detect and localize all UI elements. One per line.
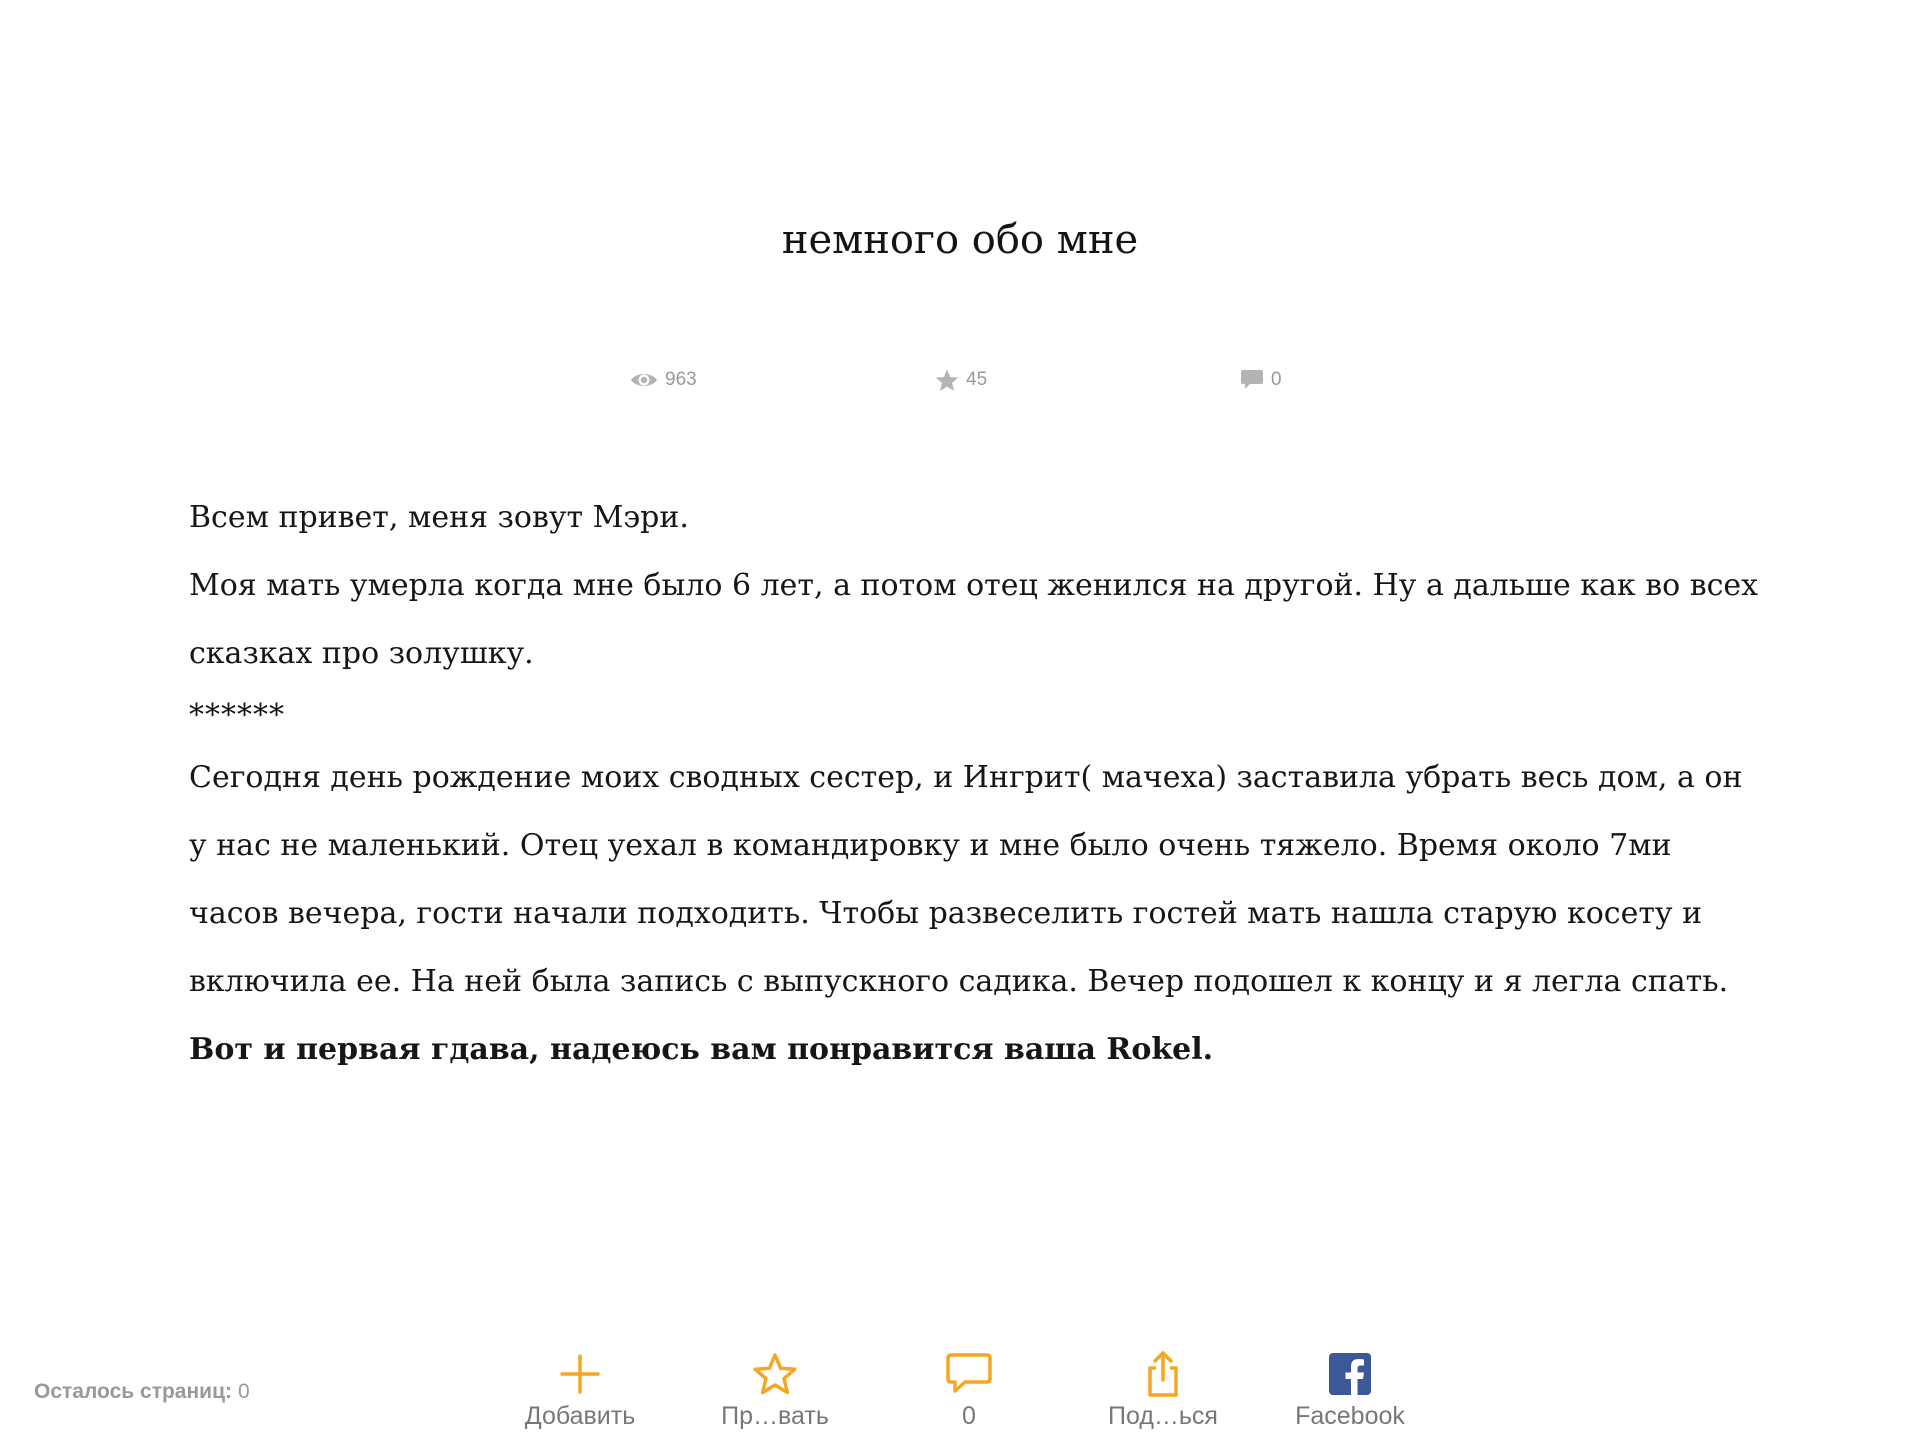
facebook-label: Facebook: [1295, 1402, 1405, 1430]
share-icon: [1139, 1350, 1187, 1398]
stars-stat: [935, 362, 987, 398]
star-outline-icon: [751, 1350, 799, 1398]
stars-count: 45: [966, 369, 988, 390]
paragraph: Всем привет, меня зовут Мэри.: [189, 500, 689, 535]
comment-icon: [1240, 369, 1264, 391]
share-label: Под…ься: [1108, 1402, 1218, 1430]
pages-left-indicator: [34, 1380, 250, 1404]
paragraph: у нас не маленький. Отец уехал в командировку и мне было очень тяжело. Время около 7ми: [189, 828, 1672, 863]
paragraph: часов вечера, гости начали подходить. Чтобы развеселить гостей мать нашла старую косету и: [189, 896, 1703, 931]
pages-left-label: Осталось страниц:: [34, 1380, 232, 1403]
views-stat: [630, 362, 697, 398]
star-icon: [935, 369, 959, 392]
comment-bubble-icon: [945, 1350, 993, 1398]
eye-icon: [630, 370, 658, 390]
paragraph: Сегодня день рождение моих сводных сестер, и Ингрит( мачеха) заставила убрать весь дом, а он: [189, 760, 1743, 795]
add-button[interactable]: [495, 1350, 665, 1431]
pages-left-value: 0: [237, 1380, 250, 1403]
paragraph: включила ее. На ней была запись с выпускного садика. Вечер подошел к концу и я легла спать.: [189, 964, 1729, 999]
share-button[interactable]: [1078, 1350, 1248, 1431]
rate-label: Пр…вать: [721, 1402, 829, 1430]
paragraph: Моя мать умерла когда мне было 6 лет, а потом отец женился на другой. Ну а дальше как во всех: [189, 568, 1759, 603]
separator: ******: [189, 698, 285, 733]
facebook-button[interactable]: [1265, 1350, 1435, 1431]
page-title: немного обо мне: [781, 217, 1139, 263]
author-note: Вот и первая гдава, надеюсь вам понравится ваша Rokel.: [189, 1032, 1214, 1067]
plus-icon: [556, 1350, 604, 1398]
comments-count: 0: [1271, 369, 1282, 390]
facebook-icon: [1326, 1350, 1374, 1398]
comments-stat: [1240, 362, 1282, 398]
views-count: 963: [665, 369, 697, 390]
paragraph: сказках про золушку.: [189, 636, 534, 671]
story-text: [189, 484, 1759, 1084]
rate-button[interactable]: [690, 1350, 860, 1431]
comments-label: 0: [962, 1402, 976, 1430]
story-stats: [0, 362, 1920, 398]
bottom-toolbar: [0, 1340, 1920, 1440]
comments-button[interactable]: [884, 1350, 1054, 1431]
add-label: Добавить: [524, 1402, 636, 1430]
